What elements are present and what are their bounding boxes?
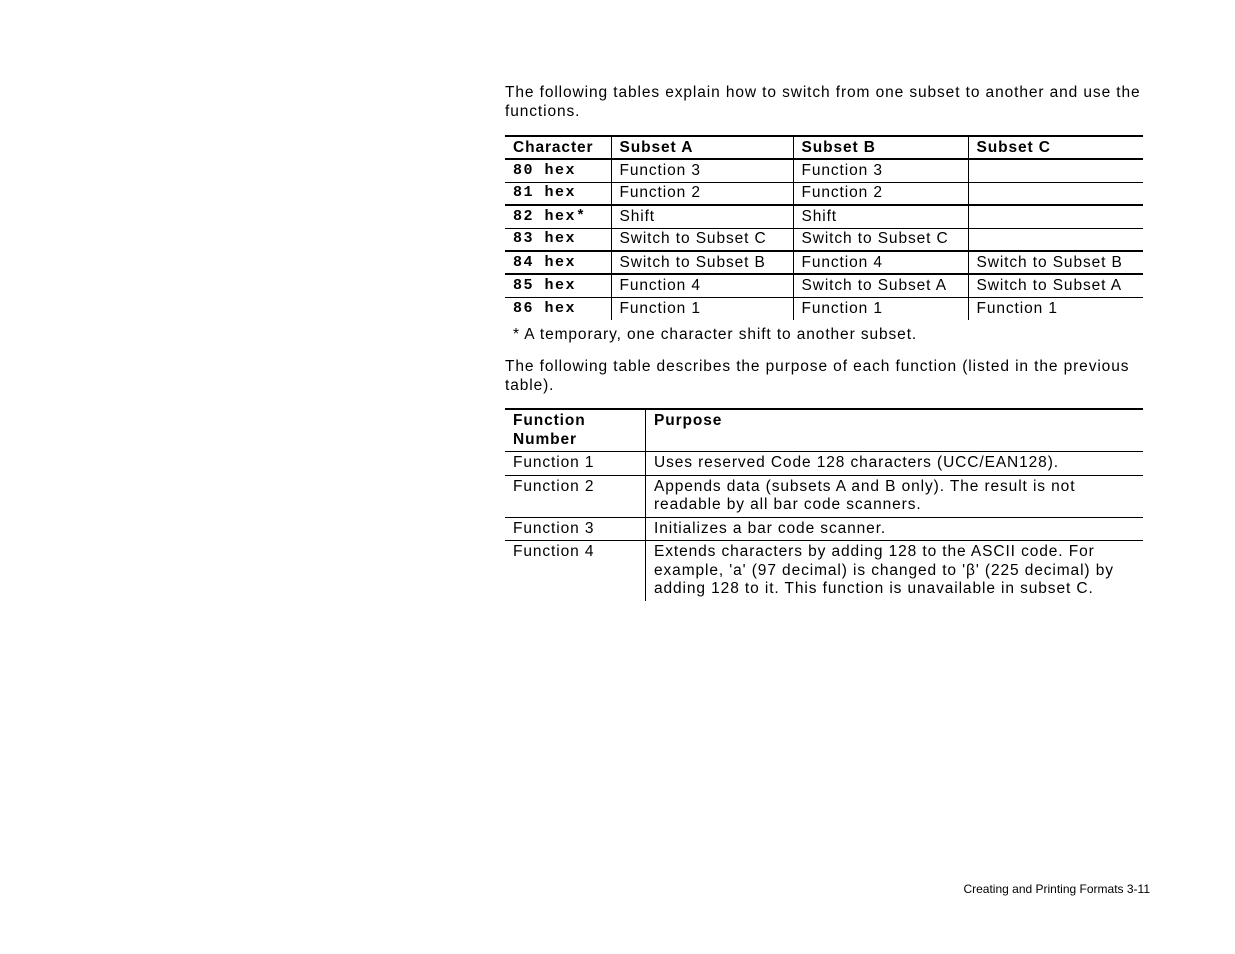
table-header-row: [505, 136, 1143, 159]
table-row: [505, 228, 1143, 251]
subset-a-cell: Switch to Subset C: [611, 228, 793, 251]
intro-paragraph: The following tables explain how to switch from one subset to another and use the functions.: [505, 84, 1141, 120]
subset-a-cell: Switch to Subset B: [611, 251, 793, 274]
character-cell: 81 hex: [505, 182, 611, 205]
table-row: [505, 541, 1143, 601]
page-content: [505, 84, 1143, 601]
function-number-cell: Function 2: [505, 475, 646, 517]
purpose-cell: Extends characters by adding 128 to the ASCII code. For example, 'a' (97 decimal) is changed to 'β' (225 decimal) by adding 128 to it. This function is unavailable in subset C.: [646, 541, 1144, 601]
subset-b-cell: Function 1: [793, 297, 968, 320]
table-row: [505, 182, 1143, 205]
subset-b-cell: Function 2: [793, 182, 968, 205]
character-cell: 84 hex: [505, 251, 611, 274]
purpose-cell: Initializes a bar code scanner.: [646, 517, 1144, 541]
subset-c-cell: [968, 205, 1143, 228]
function-table: [505, 408, 1143, 601]
column-header-subset-a: Subset A: [611, 136, 793, 159]
table-row: [505, 205, 1143, 228]
table-row: [505, 159, 1143, 182]
column-header-character: Character: [505, 136, 611, 159]
subset-c-cell: [968, 228, 1143, 251]
subset-a-cell: Shift: [611, 205, 793, 228]
character-cell: 82 hex*: [505, 205, 611, 228]
table-footnote: * A temporary, one character shift to another subset.: [513, 326, 918, 343]
purpose-cell: Uses reserved Code 128 characters (UCC/EAN128).: [646, 452, 1144, 476]
subset-a-cell: Function 4: [611, 274, 793, 297]
subset-b-cell: Function 3: [793, 159, 968, 182]
table-row: [505, 452, 1143, 476]
column-header-subset-c: Subset C: [968, 136, 1143, 159]
table-header-row: [505, 409, 1143, 452]
table-row: [505, 517, 1143, 541]
subset-b-cell: Switch to Subset C: [793, 228, 968, 251]
column-header-function-number: Function Number: [505, 409, 646, 452]
function-number-cell: Function 1: [505, 452, 646, 476]
subset-c-cell: [968, 159, 1143, 182]
subset-a-cell: Function 3: [611, 159, 793, 182]
table-row: [505, 274, 1143, 297]
subset-c-cell: Switch to Subset A: [968, 274, 1143, 297]
table-row: [505, 297, 1143, 320]
subset-b-cell: Function 4: [793, 251, 968, 274]
subset-c-cell: [968, 182, 1143, 205]
subset-b-cell: Shift: [793, 205, 968, 228]
column-header-purpose: Purpose: [646, 409, 1144, 452]
character-cell: 85 hex: [505, 274, 611, 297]
subset-b-cell: Switch to Subset A: [793, 274, 968, 297]
subset-c-cell: Function 1: [968, 297, 1143, 320]
purpose-cell: Appends data (subsets A and B only). The result is not readable by all bar code scanners.: [646, 475, 1144, 517]
character-cell: 80 hex: [505, 159, 611, 182]
function-number-cell: Function 3: [505, 517, 646, 541]
table-row: [505, 251, 1143, 274]
subset-table: [505, 135, 1143, 320]
table-row: [505, 475, 1143, 517]
function-number-cell: Function 4: [513, 543, 595, 560]
subset-c-cell: Switch to Subset B: [968, 251, 1143, 274]
page-footer: Creating and Printing Formats 3-11: [963, 882, 1150, 896]
character-cell: 83 hex: [505, 228, 611, 251]
subset-a-cell: Function 1: [611, 297, 793, 320]
column-header-subset-b: Subset B: [793, 136, 968, 159]
character-cell: 86 hex: [513, 299, 577, 317]
function-intro-paragraph: The following table describes the purpose of each function (listed in the previous table).: [505, 358, 1130, 394]
subset-a-cell: Function 2: [611, 182, 793, 205]
